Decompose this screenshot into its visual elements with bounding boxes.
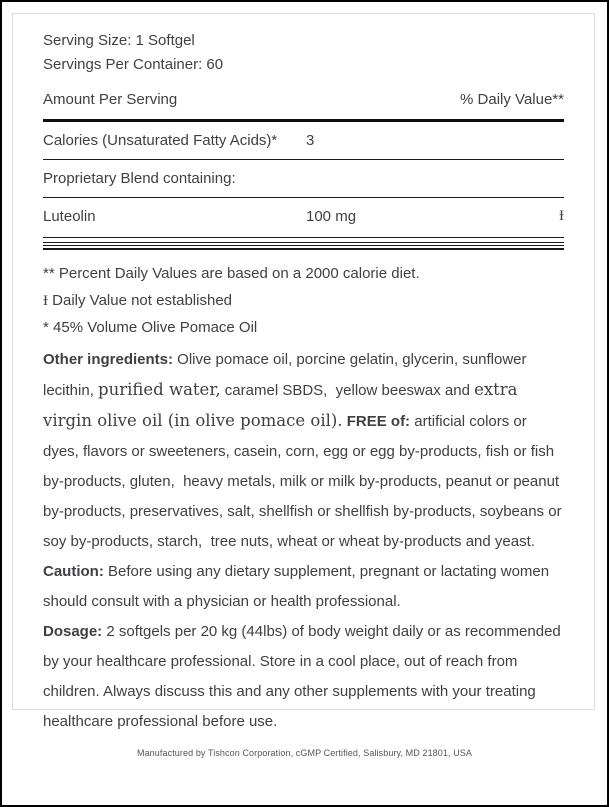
dosage-label: Dosage: xyxy=(43,623,103,640)
nutrient-name: Calories (Unsaturated Fatty Acids)* xyxy=(43,132,278,149)
nutrient-name: Proprietary Blend containing: xyxy=(43,170,236,187)
free-of-label: FREE of: xyxy=(342,413,411,430)
nutrient-amount: 100 mg xyxy=(306,208,357,225)
dosage-paragraph xyxy=(43,617,564,737)
other-ingredients-part3: artificial colors or dyes, flavors or sweeteners, casein, corn, egg or egg by-products, fish or fish by-products, gluten, heavy metals, milk or milk by-products, peanut or peanut by-products, preservatives, salt, shellfish or shellfish by-products, soybeans or soy by-products, starch, tree nuts, wheat or wheat by-products and yeast. xyxy=(43,413,562,550)
footnote-volume: * 45% Volume Olive Pomace Oil xyxy=(43,319,258,336)
other-ingredients-paragraph xyxy=(43,345,564,557)
nutrient-amount: 3 xyxy=(306,132,315,149)
rule-line xyxy=(43,242,564,243)
nutrient-dv: Ɨ xyxy=(559,208,564,224)
footnote-dv-not-established xyxy=(43,291,564,311)
amount-per-serving-header: Amount Per Serving xyxy=(43,91,178,108)
rule-line xyxy=(43,237,564,238)
caution-paragraph xyxy=(43,557,564,617)
daily-value-header: % Daily Value** xyxy=(460,91,564,108)
table-row-proprietary-blend xyxy=(43,160,564,198)
manufacturer-line: Manufactured by Tishcon Corporation, cGMP Certified, Salisbury, MD 21801, USA xyxy=(136,748,472,758)
serving-size: Serving Size: 1 Softgel xyxy=(43,32,195,49)
table-header-row xyxy=(43,88,564,112)
dagger-symbol: Ɨ xyxy=(43,293,48,309)
other-ingredients-serif1: purified water, xyxy=(98,380,221,399)
caution-text: Before using any dietary supplement, pregnant or lactating women should consult with a physician or health professional. xyxy=(43,563,550,610)
rule-line xyxy=(43,248,564,250)
footnote-dv-text: Daily Value not established xyxy=(48,292,232,309)
nutrient-name: Luteolin xyxy=(43,208,96,225)
servings-per-container: Servings Per Container: 60 xyxy=(43,56,224,73)
table-end-rules xyxy=(43,237,564,250)
other-ingredients-label: Other ingredients: xyxy=(43,351,174,368)
supplement-facts-panel xyxy=(12,13,595,730)
other-ingredients-serif2: extra virgin olive oil (in olive pomace oil). xyxy=(43,380,518,430)
table-row-luteolin xyxy=(43,198,564,235)
rule-line xyxy=(43,245,564,246)
other-ingredients-part1: Olive pomace oil, porcine gelatin, glycerin, sunflower lecithin, xyxy=(43,351,527,399)
footnote-percent-dv: ** Percent Daily Values are based on a 2000 calorie diet. xyxy=(43,265,420,282)
table-row-calories xyxy=(43,122,564,160)
dosage-text: 2 softgels per 20 kg (44lbs) of body weight daily or as recommended by your healthcare professional. Store in a cool place, out of reach from children. Always discuss this and any other supplements with your treating healthcare professional before use. xyxy=(43,623,561,730)
caution-label: Caution: xyxy=(43,563,104,580)
other-ingredients-part2: caramel SBDS, yellow beeswax and xyxy=(220,382,475,399)
